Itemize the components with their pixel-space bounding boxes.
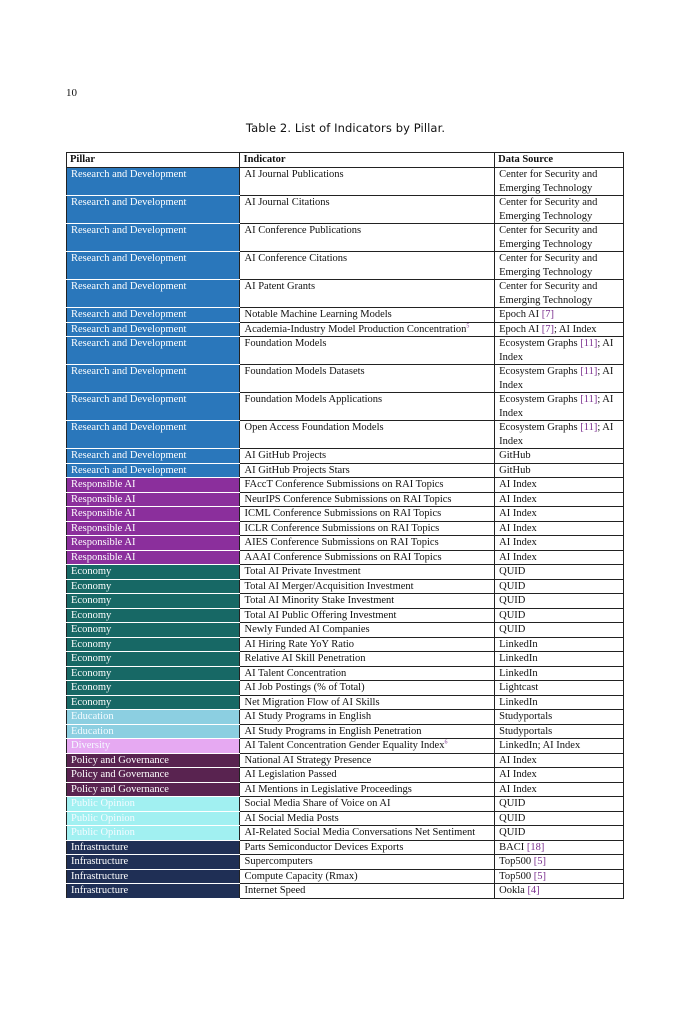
table-row <box>67 782 624 797</box>
indicators-table <box>66 152 624 899</box>
indicator-cell <box>240 797 495 812</box>
citation-link[interactable]: [5] <box>533 870 546 882</box>
indicator-cell <box>240 869 495 884</box>
indicator-text: Parts Semiconductor Devices Exports <box>244 841 404 853</box>
indicator-cell <box>240 652 495 667</box>
indicator-text: AI Mentions in Legislative Proceedings <box>244 783 412 795</box>
indicator-cell <box>240 579 495 594</box>
indicator-text: AI Talent Concentration Gender Equality Index <box>244 740 445 751</box>
data-source-text: AI Index <box>499 479 537 490</box>
data-source-cell <box>495 840 624 855</box>
pillar-cell: Infrastructure <box>67 855 240 870</box>
indicator-cell <box>240 724 495 739</box>
table-row <box>67 695 624 710</box>
table-row <box>67 869 624 884</box>
pillar-cell: Research and Development <box>67 365 240 393</box>
pillar-cell: Infrastructure <box>67 884 240 899</box>
citation-link[interactable]: [7] <box>541 323 554 335</box>
pillar-cell: Policy and Governance <box>67 753 240 768</box>
data-source-suffix: ; AI Index <box>499 394 614 419</box>
pillar-cell: Economy <box>67 695 240 710</box>
indicator-cell <box>240 811 495 826</box>
citation-link[interactable]: [4] <box>527 885 540 896</box>
table-row <box>67 322 624 337</box>
table-row <box>67 550 624 565</box>
data-source-text: Ecosystem Graphs <box>499 338 578 349</box>
data-source-cell <box>495 681 624 696</box>
page-number: 10 <box>66 87 77 99</box>
indicator-cell <box>240 196 495 224</box>
table-caption: Table 2. List of Indicators by Pillar. <box>245 121 446 135</box>
table-row <box>67 811 624 826</box>
data-source-text: AI Index <box>499 493 537 505</box>
data-source-text: Studyportals <box>499 725 553 737</box>
data-source-text: QUID <box>499 595 526 606</box>
data-source-cell <box>495 826 624 841</box>
data-source-suffix: ; AI Index <box>499 366 614 391</box>
pillar-cell: Policy and Governance <box>67 768 240 783</box>
table-row <box>67 196 624 224</box>
pillar-cell: Economy <box>67 594 240 609</box>
table-row <box>67 608 624 623</box>
data-source-text: AI Index <box>499 522 537 534</box>
data-source-cell <box>495 753 624 768</box>
data-source-cell <box>495 797 624 812</box>
header-pillar: Pillar <box>67 153 240 168</box>
indicator-text: Notable Machine Learning Models <box>244 309 392 320</box>
table-row <box>67 797 624 812</box>
data-source-cell <box>495 594 624 609</box>
indicator-text: AI Study Programs in English <box>244 711 372 722</box>
indicator-text: AI Talent Concentration <box>244 667 347 679</box>
indicator-cell <box>240 337 495 365</box>
indicator-text: Foundation Models <box>244 338 327 349</box>
data-source-cell <box>495 782 624 797</box>
data-source-cell <box>495 884 624 899</box>
indicator-cell <box>240 666 495 681</box>
pillar-cell: Economy <box>67 666 240 681</box>
pillar-cell: Economy <box>67 637 240 652</box>
pillar-cell: Research and Development <box>67 337 240 365</box>
table-row <box>67 168 624 196</box>
pillar-cell: Public Opinion <box>67 826 240 841</box>
table-row <box>67 884 624 899</box>
table-row <box>67 308 624 323</box>
data-source-suffix: ; AI Index <box>499 338 614 363</box>
indicator-text: Foundation Models Applications <box>244 394 383 405</box>
header-data-source: Data Source <box>495 153 624 168</box>
indicator-cell <box>240 826 495 841</box>
table-row <box>67 724 624 739</box>
table-row <box>67 666 624 681</box>
data-source-text: QUID <box>499 827 526 838</box>
data-source-text: LinkedIn <box>499 696 538 708</box>
data-source-cell <box>495 579 624 594</box>
indicator-cell <box>240 681 495 696</box>
indicator-text: Net Migration Flow of AI Skills <box>244 696 380 708</box>
indicator-text: AI Job Postings (% of Total) <box>244 682 365 693</box>
data-source-text: Top500 <box>499 870 532 882</box>
indicator-text: ICLR Conference Submissions on RAI Topics <box>244 522 440 534</box>
table-row <box>67 739 624 754</box>
indicator-cell <box>240 594 495 609</box>
data-source-text: LinkedIn <box>499 667 538 679</box>
data-source-text: Ookla <box>499 885 525 896</box>
data-source-cell <box>495 869 624 884</box>
data-source-text: Ecosystem Graphs <box>499 422 578 433</box>
indicator-text: Total AI Merger/Acquisition Investment <box>244 580 414 592</box>
indicator-cell <box>240 393 495 421</box>
table-row <box>67 224 624 252</box>
table-row <box>67 753 624 768</box>
data-source-cell <box>495 550 624 565</box>
indicator-cell <box>240 884 495 899</box>
indicator-text: AI Conference Publications <box>244 225 362 236</box>
indicator-text: Internet Speed <box>244 885 306 896</box>
indicator-text: AI GitHub Projects Stars <box>244 464 350 476</box>
data-source-suffix: ; AI Index <box>553 323 597 335</box>
indicator-cell <box>240 168 495 196</box>
indicator-text: Newly Funded AI Companies <box>244 624 370 635</box>
table-row <box>67 252 624 280</box>
indicator-cell <box>240 739 495 754</box>
table-row <box>67 421 624 449</box>
indicator-cell <box>240 536 495 551</box>
indicator-cell <box>240 224 495 252</box>
pillar-cell: Research and Development <box>67 421 240 449</box>
table-row <box>67 855 624 870</box>
citation-link[interactable]: [11] <box>580 366 598 377</box>
table-row <box>67 681 624 696</box>
data-source-cell <box>495 710 624 725</box>
data-source-cell <box>495 637 624 652</box>
data-source-text: AI Index <box>499 754 537 766</box>
citation-link[interactable]: [7] <box>541 309 554 320</box>
table-row <box>67 463 624 478</box>
data-source-cell <box>495 811 624 826</box>
data-source-text: Lightcast <box>499 682 539 693</box>
indicator-text: AI Hiring Rate YoY Ratio <box>244 638 355 650</box>
indicator-text: AI-Related Social Media Conversations Net Sentiment <box>244 827 476 838</box>
data-source-text: Studyportals <box>499 711 553 722</box>
data-source-text: AI Index <box>499 508 537 519</box>
indicator-text: AI GitHub Projects <box>244 450 327 461</box>
indicator-cell <box>240 782 495 797</box>
data-source-text: LinkedIn; AI Index <box>499 740 581 751</box>
pillar-cell: Public Opinion <box>67 811 240 826</box>
pillar-cell: Research and Development <box>67 280 240 308</box>
data-source-cell <box>495 623 624 638</box>
table-row <box>67 449 624 464</box>
table-row <box>67 579 624 594</box>
pillar-cell: Education <box>67 710 240 725</box>
indicator-cell <box>240 365 495 393</box>
data-source-cell <box>495 308 624 323</box>
table-row <box>67 507 624 522</box>
data-source-suffix: ; AI Index <box>499 422 614 447</box>
pillar-cell: Responsible AI <box>67 521 240 536</box>
data-source-text: Center for Security and Emerging Technology <box>499 169 598 194</box>
table-row <box>67 840 624 855</box>
header-indicator: Indicator <box>240 153 495 168</box>
data-source-text: AI Index <box>499 783 537 795</box>
data-source-cell <box>495 855 624 870</box>
table-row <box>67 337 624 365</box>
data-source-text: Ecosystem Graphs <box>499 366 578 377</box>
citation-link[interactable]: [18] <box>526 841 545 853</box>
indicator-text: AI Journal Citations <box>244 197 330 208</box>
indicator-cell <box>240 855 495 870</box>
indicator-text: NeurIPS Conference Submissions on RAI Topics <box>244 493 452 505</box>
indicator-cell <box>240 637 495 652</box>
pillar-cell: Research and Development <box>67 322 240 337</box>
indicator-cell <box>240 623 495 638</box>
data-source-text: LinkedIn <box>499 638 538 650</box>
data-source-cell <box>495 393 624 421</box>
data-source-text: QUID <box>499 609 526 621</box>
data-source-cell <box>495 463 624 478</box>
table-row <box>67 652 624 667</box>
footnote-marker[interactable]: 5 <box>466 323 470 329</box>
indicator-text: Academia-Industry Model Production Concentration <box>244 323 467 335</box>
citation-link[interactable]: [11] <box>580 422 598 433</box>
pillar-cell: Economy <box>67 681 240 696</box>
indicator-cell <box>240 565 495 580</box>
table-header-row <box>67 153 624 168</box>
data-source-text: LinkedIn <box>499 653 538 664</box>
data-source-text: QUID <box>499 624 526 635</box>
pillar-cell: Responsible AI <box>67 536 240 551</box>
indicator-cell <box>240 550 495 565</box>
indicator-text: AI Conference Citations <box>244 253 348 264</box>
pillar-cell: Economy <box>67 579 240 594</box>
indicator-cell <box>240 768 495 783</box>
data-source-text: GitHub <box>499 450 531 461</box>
data-source-text: Epoch AI <box>499 309 540 320</box>
data-source-text: Center for Security and Emerging Technology <box>499 197 598 222</box>
indicator-cell <box>240 449 495 464</box>
data-source-cell <box>495 421 624 449</box>
pillar-cell: Economy <box>67 623 240 638</box>
indicator-text: Total AI Minority Stake Investment <box>244 595 395 606</box>
pillar-cell: Economy <box>67 565 240 580</box>
pillar-cell: Research and Development <box>67 196 240 224</box>
data-source-cell <box>495 478 624 493</box>
indicator-text: AI Legislation Passed <box>244 769 337 780</box>
indicator-text: ICML Conference Submissions on RAI Topics <box>244 508 442 519</box>
indicator-cell <box>240 463 495 478</box>
table-row <box>67 365 624 393</box>
indicator-text: AIES Conference Submissions on RAI Topics <box>244 537 439 548</box>
indicator-cell <box>240 608 495 623</box>
data-source-text: AI Index <box>499 769 537 780</box>
data-source-text: QUID <box>499 566 526 577</box>
pillar-cell: Research and Development <box>67 224 240 252</box>
table-row <box>67 478 624 493</box>
data-source-cell <box>495 521 624 536</box>
indicator-cell <box>240 753 495 768</box>
pillar-cell: Policy and Governance <box>67 782 240 797</box>
pillar-cell: Public Opinion <box>67 797 240 812</box>
data-source-cell <box>495 168 624 196</box>
pillar-cell: Education <box>67 724 240 739</box>
data-source-text: Top500 <box>499 856 532 867</box>
indicator-cell <box>240 478 495 493</box>
table-row <box>67 521 624 536</box>
pillar-cell: Research and Development <box>67 308 240 323</box>
citation-link[interactable]: [11] <box>580 394 598 405</box>
indicator-cell <box>240 521 495 536</box>
table-row <box>67 393 624 421</box>
indicator-text: Open Access Foundation Models <box>244 422 384 433</box>
table-row <box>67 826 624 841</box>
pillar-cell: Research and Development <box>67 393 240 421</box>
data-source-cell <box>495 507 624 522</box>
data-source-text: Ecosystem Graphs <box>499 394 578 405</box>
table-row <box>67 623 624 638</box>
indicator-text: AAAI Conference Submissions on RAI Topics <box>244 551 442 563</box>
data-source-cell <box>495 608 624 623</box>
data-source-text: Center for Security and Emerging Technology <box>499 225 598 250</box>
indicator-cell <box>240 322 495 337</box>
table-row <box>67 594 624 609</box>
data-source-text: QUID <box>499 812 526 824</box>
data-source-text: BACI <box>499 841 525 853</box>
data-source-cell <box>495 536 624 551</box>
data-source-cell <box>495 565 624 580</box>
indicator-text: AI Journal Publications <box>244 169 344 180</box>
indicator-cell <box>240 308 495 323</box>
data-source-text: GitHub <box>499 464 531 476</box>
table-row <box>67 637 624 652</box>
data-source-cell <box>495 724 624 739</box>
data-source-cell <box>495 652 624 667</box>
indicator-text: Total AI Public Offering Investment <box>244 609 397 621</box>
indicator-text: Supercomputers <box>244 856 313 867</box>
table-row <box>67 565 624 580</box>
table-row <box>67 280 624 308</box>
indicator-text: FAccT Conference Submissions on RAI Topics <box>244 479 444 490</box>
indicator-text: Compute Capacity (Rmax) <box>244 870 358 882</box>
data-source-text: Center for Security and Emerging Technology <box>499 253 598 278</box>
indicator-text: Social Media Share of Voice on AI <box>244 798 391 809</box>
pillar-cell: Infrastructure <box>67 869 240 884</box>
data-source-text: AI Index <box>499 551 537 563</box>
table-row <box>67 710 624 725</box>
indicator-cell <box>240 710 495 725</box>
data-source-cell <box>495 322 624 337</box>
pillar-cell: Responsible AI <box>67 478 240 493</box>
table-row <box>67 492 624 507</box>
data-source-cell <box>495 337 624 365</box>
indicator-text: AI Patent Grants <box>244 281 316 292</box>
data-source-cell <box>495 224 624 252</box>
footnote-marker[interactable]: 6 <box>444 739 448 746</box>
data-source-cell <box>495 449 624 464</box>
indicator-cell <box>240 492 495 507</box>
data-source-text: QUID <box>499 580 526 592</box>
table-body <box>67 168 624 899</box>
indicator-cell <box>240 695 495 710</box>
pillar-cell: Economy <box>67 608 240 623</box>
citation-link[interactable]: [5] <box>533 856 546 867</box>
data-source-cell <box>495 280 624 308</box>
pillar-cell: Responsible AI <box>67 550 240 565</box>
indicator-cell <box>240 280 495 308</box>
pillar-cell: Infrastructure <box>67 840 240 855</box>
pillar-cell: Economy <box>67 652 240 667</box>
indicator-cell <box>240 840 495 855</box>
indicator-text: Foundation Models Datasets <box>244 366 365 377</box>
data-source-cell <box>495 768 624 783</box>
indicator-cell <box>240 507 495 522</box>
table-row <box>67 768 624 783</box>
pillar-cell: Research and Development <box>67 463 240 478</box>
indicator-text: AI Social Media Posts <box>244 812 339 824</box>
indicator-text: Relative AI Skill Penetration <box>244 653 366 664</box>
pillar-cell: Responsible AI <box>67 492 240 507</box>
pillar-cell: Research and Development <box>67 449 240 464</box>
data-source-text: QUID <box>499 798 526 809</box>
indicator-cell <box>240 421 495 449</box>
data-source-cell <box>495 252 624 280</box>
data-source-cell <box>495 739 624 754</box>
indicator-text: AI Study Programs in English Penetration <box>244 725 422 737</box>
data-source-cell <box>495 666 624 681</box>
data-source-cell <box>495 365 624 393</box>
table-row <box>67 536 624 551</box>
data-source-cell <box>495 492 624 507</box>
citation-link[interactable]: [11] <box>580 338 598 349</box>
data-source-text: AI Index <box>499 537 537 548</box>
pillar-cell: Research and Development <box>67 252 240 280</box>
data-source-cell <box>495 196 624 224</box>
pillar-cell: Research and Development <box>67 168 240 196</box>
data-source-cell <box>495 695 624 710</box>
indicator-text: Total AI Private Investment <box>244 566 361 577</box>
pillar-cell: Diversity <box>67 739 240 754</box>
data-source-text: Center for Security and Emerging Technology <box>499 281 598 306</box>
data-source-text: Epoch AI <box>499 323 540 335</box>
pillar-cell: Responsible AI <box>67 507 240 522</box>
indicator-text: National AI Strategy Presence <box>244 754 372 766</box>
indicator-cell <box>240 252 495 280</box>
